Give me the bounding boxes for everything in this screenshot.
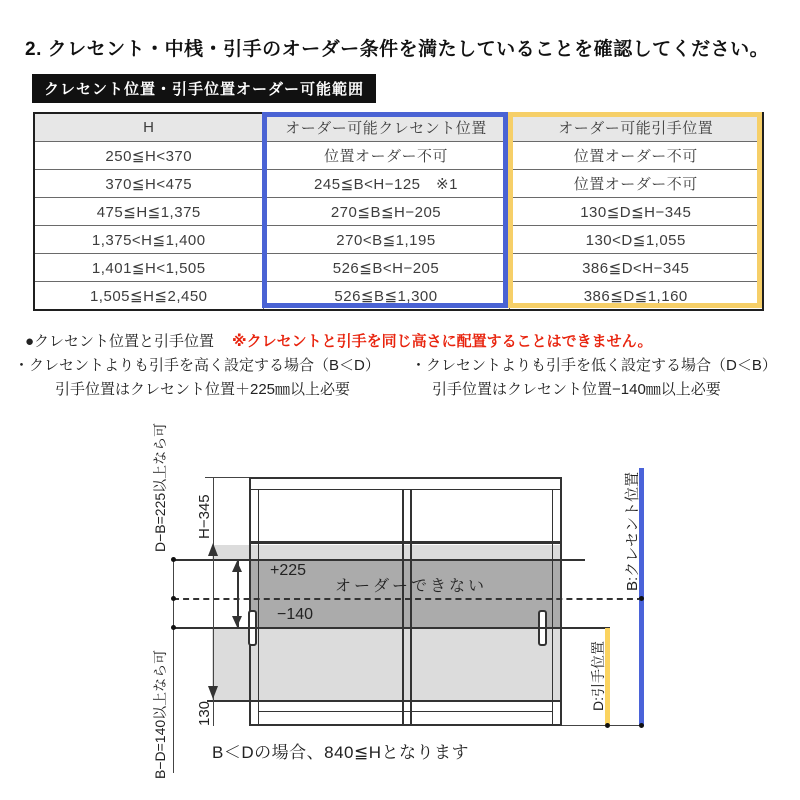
bottom-rail-inner-line xyxy=(258,711,552,712)
cell-crescent: 270≦B≦H−205 xyxy=(263,198,509,226)
arrow-up-icon xyxy=(232,561,242,572)
page-title: 2. クレセント・中桟・引手のオーダー条件を満たしていることを確認してください。 xyxy=(25,39,770,60)
header-crescent: オーダー可能クレセント位置 xyxy=(263,113,509,142)
order-range-table xyxy=(33,112,764,311)
cell-crescent: 526≦B≦1,300 xyxy=(263,282,509,311)
table-row xyxy=(34,198,763,226)
cell-h: 1,505≦H≦2,450 xyxy=(34,282,263,311)
window-frame xyxy=(249,477,562,726)
tick-dot xyxy=(171,557,176,562)
cell-h: 370≦H<475 xyxy=(34,170,263,198)
cell-handle: 130<D≦1,055 xyxy=(509,226,763,254)
header-handle: オーダー可能引手位置 xyxy=(509,113,763,142)
meeting-stile-left xyxy=(402,490,404,724)
cell-handle: 386≦D<H−345 xyxy=(509,254,763,282)
cell-crescent: 位置オーダー不可 xyxy=(263,142,509,170)
top-extension-line xyxy=(205,477,249,478)
cell-h: 1,401≦H<1,505 xyxy=(34,254,263,282)
label-no-order: オーダーできない xyxy=(335,578,488,595)
table-header-row xyxy=(34,113,763,142)
handle-line-label: D:引手位置 xyxy=(590,641,606,711)
table-row xyxy=(34,282,763,311)
cell-handle: 386≦D≦1,160 xyxy=(509,282,763,311)
meeting-stile-right xyxy=(410,490,412,724)
tick-dot xyxy=(171,625,176,630)
section-label: クレセント位置・引手位置オーダー可能範囲 xyxy=(32,74,376,103)
lower-limit-line xyxy=(173,627,610,629)
tick-dot xyxy=(605,723,610,728)
note-case-low: ・クレセントよりも引手を低く設定する場合（D＜B） xyxy=(411,357,777,374)
header-h: H xyxy=(34,113,263,142)
crescent-line-label: B:クレセント位置 xyxy=(624,471,641,591)
note-bullet-title: ●クレセント位置と引手位置 xyxy=(25,333,215,350)
cell-handle: 位置オーダー不可 xyxy=(509,170,763,198)
note-warning: ※クレセントと引手を同じ高さに配置することはできません。 xyxy=(232,333,653,350)
note-case-low-detail: 引手位置はクレセント位置−140㎜以上必要 xyxy=(432,381,721,398)
cell-crescent: 526≦B<H−205 xyxy=(263,254,509,282)
table-row xyxy=(34,226,763,254)
crescent-reference-dashed-line xyxy=(173,598,643,600)
middle-rail-line xyxy=(249,541,562,544)
tick-dot xyxy=(639,596,644,601)
table-row xyxy=(34,254,763,282)
arrow-down-icon xyxy=(232,616,242,627)
arrow-up-icon xyxy=(208,543,218,556)
dim-label-130: 130 xyxy=(196,700,213,726)
tick-dot xyxy=(171,596,176,601)
note-case-high-detail: 引手位置はクレセント位置＋225㎜以上必要 xyxy=(55,381,351,398)
note-case-high: ・クレセントよりも引手を高く設定する場合（B＜D） xyxy=(14,357,380,374)
table-row xyxy=(34,142,763,170)
bottom-extension-line xyxy=(562,725,644,726)
cell-h: 1,375<H≦1,400 xyxy=(34,226,263,254)
cell-crescent: 245≦B<H−125 ※1 xyxy=(263,170,509,198)
tick-dot xyxy=(639,723,644,728)
frame-inner-left-line xyxy=(258,489,259,724)
arrow-down-icon xyxy=(208,686,218,699)
frame-inner-right-line xyxy=(552,489,553,724)
label-minus-140: −140 xyxy=(277,606,314,623)
diagram-bottom-note: B＜Dの場合、840≦Hとなります xyxy=(212,743,470,762)
cell-h: 250≦H<370 xyxy=(34,142,263,170)
label-plus-225: +225 xyxy=(270,562,307,579)
label-d-minus-b-rule: D−B=225以上なら可 xyxy=(152,422,168,552)
cell-crescent: 270<B≦1,195 xyxy=(263,226,509,254)
left-reference-line xyxy=(173,558,174,773)
d130-limit-line xyxy=(207,700,562,702)
cell-handle: 130≦D≦H−345 xyxy=(509,198,763,226)
dim-label-h-345: H−345 xyxy=(196,494,213,539)
label-b-minus-d-rule: B−D=140以上なら可 xyxy=(152,649,168,779)
cell-handle: 位置オーダー不可 xyxy=(509,142,763,170)
frame-inner-top-line xyxy=(251,489,560,490)
table-row xyxy=(34,170,763,198)
cell-h: 475≦H≦1,375 xyxy=(34,198,263,226)
